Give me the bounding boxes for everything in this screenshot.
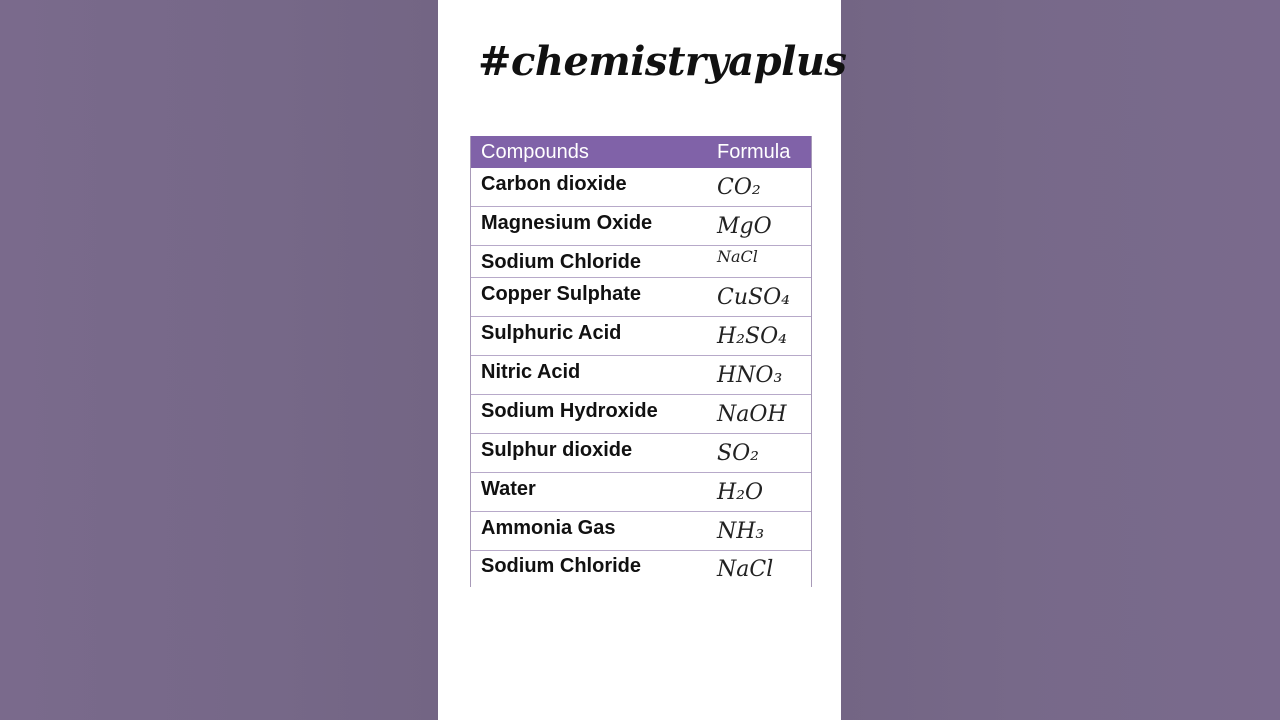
table-row <box>471 551 811 587</box>
compound-formula: NaCl <box>717 247 758 266</box>
table-row <box>471 317 811 356</box>
compound-formula: H₂SO₄ <box>717 323 787 349</box>
compound-name: Sodium Chloride <box>481 251 641 273</box>
table-row <box>471 356 811 395</box>
hashtag-title: #chemistryaplus <box>478 38 847 85</box>
compound-name: Nitric Acid <box>481 360 581 383</box>
compound-formula: CO₂ <box>717 174 761 200</box>
compound-name: Ammonia Gas <box>481 516 616 539</box>
compound-name: Magnesium Oxide <box>481 211 653 234</box>
table-header <box>471 136 811 168</box>
compound-formula: NH₃ <box>717 518 765 544</box>
compound-formula: HNO₃ <box>717 362 783 388</box>
compound-formula: MgO <box>717 213 772 239</box>
header-formula: Formula <box>717 140 791 163</box>
table-row <box>471 278 811 317</box>
compound-name: Sulphuric Acid <box>481 321 622 344</box>
table-row <box>471 434 811 473</box>
compound-name: Sodium Chloride <box>481 554 641 577</box>
blurred-background-right <box>841 0 1280 720</box>
compound-formula: CuSO₄ <box>717 284 790 310</box>
compound-formula: NaOH <box>717 401 787 427</box>
table-row <box>471 473 811 512</box>
table-row <box>471 207 811 246</box>
compound-formula: H₂O <box>717 479 764 505</box>
compound-name: Sodium Hydroxide <box>481 399 658 422</box>
table-row <box>471 512 811 551</box>
table-row <box>471 395 811 434</box>
content-panel <box>438 0 847 720</box>
compounds-table <box>470 136 812 587</box>
compound-name: Sulphur dioxide <box>481 438 633 461</box>
compound-formula: NaCl <box>717 556 774 582</box>
header-compounds: Compounds <box>481 140 589 163</box>
compound-name: Water <box>481 477 536 500</box>
table-row <box>471 168 811 207</box>
compound-name: Carbon dioxide <box>481 172 627 195</box>
compound-formula: SO₂ <box>717 440 759 466</box>
compound-name: Copper Sulphate <box>481 282 642 305</box>
table-row <box>471 246 811 278</box>
blurred-background-left <box>0 0 438 720</box>
